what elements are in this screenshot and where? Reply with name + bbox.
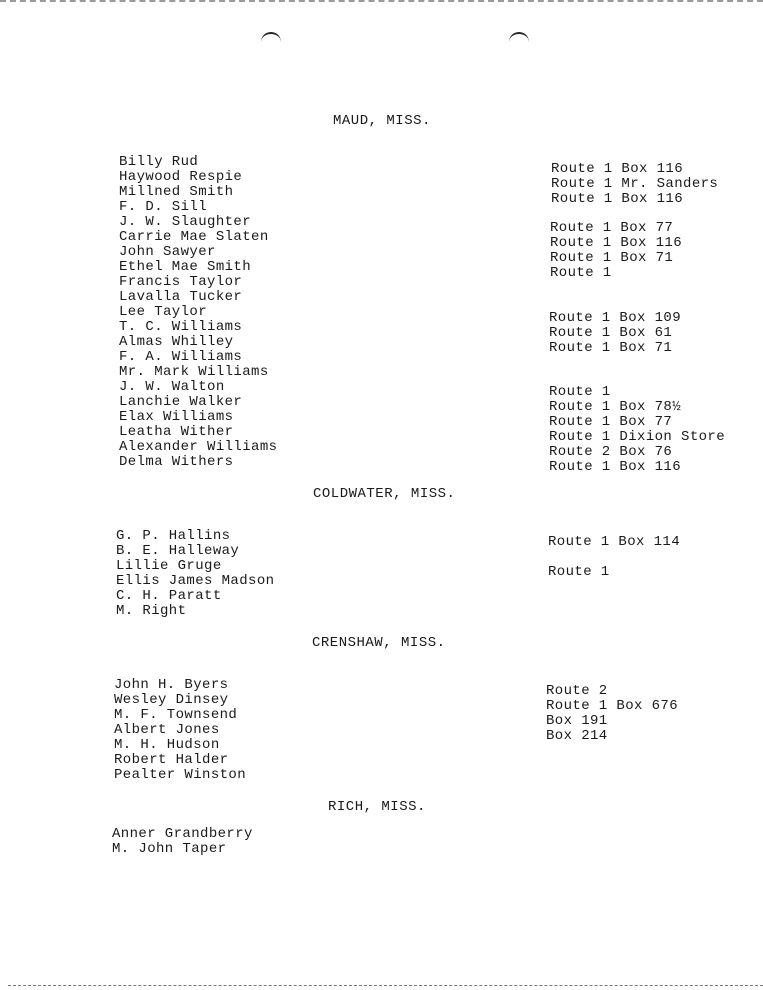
list-item: Millned Smith	[119, 184, 234, 200]
bottom-edge-rule	[8, 985, 763, 986]
section-heading-crenshaw: CRENSHAW, MISS.	[312, 635, 446, 651]
address-entry: Route 1 Box 78½	[549, 399, 682, 415]
address-entry: Route 1	[549, 384, 611, 400]
list-item: M. John Taper	[112, 841, 227, 857]
list-item: Ellis James Madson	[116, 573, 275, 589]
list-item: F. A. Williams	[119, 349, 243, 365]
list-item: Wesley Dinsey	[114, 692, 229, 708]
list-item: Robert Halder	[114, 752, 229, 768]
section-heading-maud: MAUD, MISS.	[333, 113, 431, 129]
address-entry: Route 1 Box 71	[550, 250, 674, 266]
section-heading-coldwater: COLDWATER, MISS.	[313, 486, 456, 502]
list-item: John Sawyer	[119, 244, 216, 260]
list-item: G. P. Hallins	[116, 528, 231, 544]
address-entry: Route 1 Box 116	[549, 459, 682, 475]
list-item: C. H. Paratt	[116, 588, 222, 604]
list-item: Alexander Williams	[119, 439, 278, 455]
list-item: Ethel Mae Smith	[119, 259, 252, 275]
address-entry: Route 1 Box 77	[549, 414, 673, 430]
address-entry: Route 1 Box 61	[549, 325, 673, 341]
list-item: John H. Byers	[114, 677, 229, 693]
address-entry: Route 1	[548, 564, 610, 580]
list-item: Lillie Gruge	[116, 558, 222, 574]
list-item: T. C. Williams	[119, 319, 243, 335]
address-entry: Route 2 Box 76	[549, 444, 673, 460]
list-item: Lavalla Tucker	[119, 289, 243, 305]
list-item: Carrie Mae Slaten	[119, 229, 269, 245]
address-entry: Route 2	[546, 683, 608, 699]
name-list-crenshaw	[114, 678, 246, 783]
list-item: M. F. Townsend	[114, 707, 238, 723]
address-entry: Box 191	[546, 713, 608, 729]
list-item: M. H. Hudson	[114, 737, 220, 753]
top-edge-dashes	[0, 0, 763, 6]
name-list-coldwater	[116, 529, 274, 619]
list-item: Lanchie Walker	[119, 394, 243, 410]
address-entry: Route 1 Box 116	[551, 191, 684, 207]
address-entry: Route 1 Mr. Sanders	[551, 176, 719, 192]
list-item: Anner Grandberry	[112, 826, 253, 842]
address-entry: Route 1 Box 116	[551, 161, 684, 177]
address-entry: Route 1	[550, 265, 612, 281]
list-item: Delma Withers	[119, 454, 234, 470]
punch-hole-right-icon	[509, 32, 529, 50]
list-item: Elax Williams	[119, 409, 234, 425]
list-item: Billy Rud	[119, 154, 199, 170]
address-entry: Box 214	[546, 728, 608, 744]
list-item: Albert Jones	[114, 722, 220, 738]
list-item: Mr. Mark Williams	[119, 364, 269, 380]
address-entry: Route 1 Box 114	[548, 534, 681, 550]
list-item: Haywood Respie	[119, 169, 243, 185]
list-item: Pealter Winston	[114, 767, 247, 783]
punch-hole-left-icon	[261, 32, 281, 50]
address-entry: Route 1 Box 676	[546, 698, 679, 714]
list-item: B. E. Halleway	[116, 543, 240, 559]
name-list-rich	[112, 827, 253, 857]
list-item: J. W. Walton	[119, 379, 225, 395]
list-item: J. W. Slaughter	[119, 214, 252, 230]
list-item: Lee Taylor	[119, 304, 208, 320]
address-entry: Route 1 Box 71	[549, 340, 673, 356]
address-entry: Route 1 Box 109	[549, 310, 682, 326]
section-heading-rich: RICH, MISS.	[328, 799, 426, 815]
address-entry: Route 1 Dixion Store	[549, 429, 726, 445]
list-item: Almas Whilley	[119, 334, 234, 350]
name-list-maud	[119, 155, 277, 470]
address-entry: Route 1 Box 77	[550, 220, 674, 236]
list-item: M. Right	[116, 603, 187, 619]
address-entry: Route 1 Box 116	[550, 235, 683, 251]
list-item: F. D. Sill	[119, 199, 208, 215]
list-item: Leatha Wither	[119, 424, 234, 440]
list-item: Francis Taylor	[119, 274, 243, 290]
